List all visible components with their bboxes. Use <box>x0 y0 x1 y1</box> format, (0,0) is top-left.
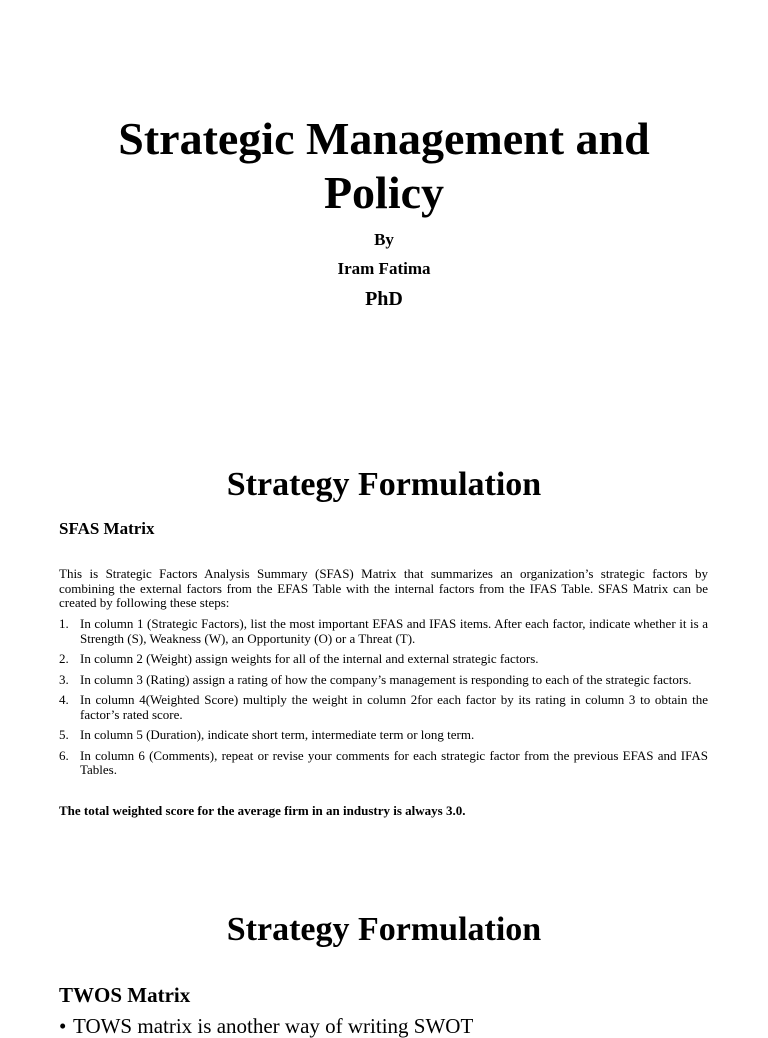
list-item-number: 2. <box>59 651 69 666</box>
list-item-text: In column 1 (Strategic Factors), list the most important EFAS and IFAS items. After each factor, indicate whether it is a Strength (S), Weakness (W), an Opportunity (O) or a Threat (T). <box>80 616 708 646</box>
list-item <box>59 749 708 778</box>
twos-partial-text: TOWS matrix is another way of writing SWOT <box>73 1014 474 1038</box>
list-item <box>59 673 708 688</box>
list-item-number: 4. <box>59 692 69 707</box>
byline-label: By <box>374 230 394 249</box>
list-item <box>59 693 708 722</box>
document-title: Strategic Management and Policy <box>118 113 650 218</box>
list-item-number: 3. <box>59 671 69 687</box>
section-heading-sfas: Strategy Formulation <box>226 466 542 503</box>
list-item <box>59 617 708 646</box>
twos-matrix-heading: TWOS Matrix <box>59 983 191 1007</box>
list-item-number: 5. <box>59 727 69 742</box>
sfas-matrix-heading: SFAS Matrix <box>59 519 155 538</box>
sfas-steps-list <box>59 617 708 784</box>
list-item <box>59 652 708 667</box>
twos-partial-line <box>59 1014 739 1038</box>
list-item <box>59 728 708 743</box>
list-item-text: In column 2 (Weight) assign weights for all of the internal and external strategic factors. <box>80 651 539 666</box>
section-heading-twos: Strategy Formulation <box>226 911 542 948</box>
list-item-number: 6. <box>59 747 69 763</box>
total-weighted-score-note: The total weighted score for the average firm in an industry is always 3.0. <box>59 803 466 818</box>
list-item-number: 1. <box>59 616 69 631</box>
author-name: Iram Fatima <box>337 259 431 278</box>
list-item-text: In column 4(Weighted Score) multiply the weight in column 2for each factor by its rating in column 3 to obtain the factor’s rated score. <box>80 692 708 722</box>
sfas-intro-paragraph: This is Strategic Factors Analysis Summary (SFAS) Matrix that summarizes an organization’s strategic factors by combining the external factors from the EFAS Table with the internal factors from the IFAS Table. SFAS Matrix can be created by following these steps: <box>59 566 708 610</box>
list-item-text: In column 5 (Duration), indicate short term, intermediate term or long term. <box>80 727 475 742</box>
list-item-text: In column 3 (Rating) assign a rating of how the company’s management is responding to each of the strategic factors. <box>80 671 692 687</box>
list-item-text: In column 6 (Comments), repeat or revise your comments for each strategic factor from the previous EFAS and IFAS Tables. <box>80 747 708 777</box>
author-degree: PhD <box>365 288 403 310</box>
bullet-icon: • <box>59 1014 67 1038</box>
